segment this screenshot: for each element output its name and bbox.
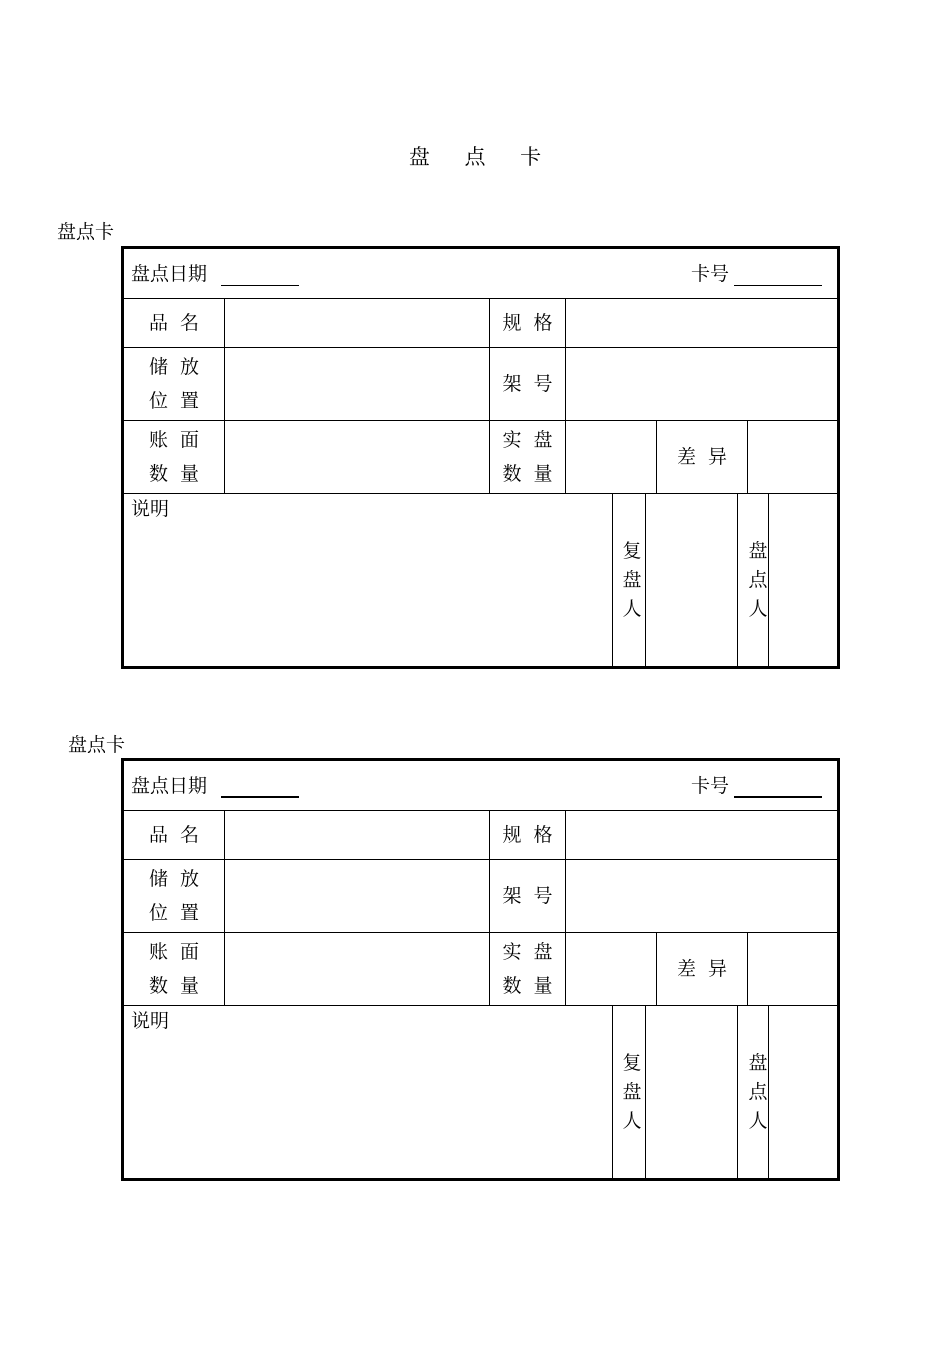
item-name-field[interactable]	[225, 811, 489, 859]
actual-quantity-label-line2: 数 量	[502, 463, 553, 485]
counter-char: 点	[748, 1081, 768, 1103]
actual-quantity-label-line1: 实 盘	[502, 429, 553, 451]
counter-field[interactable]	[769, 494, 837, 666]
actual-quantity-label-line1: 实 盘	[502, 941, 553, 963]
col-divider	[737, 1005, 738, 1178]
storage-label-line2: 位 置	[148, 390, 200, 412]
counter-char: 盘	[748, 1052, 768, 1074]
col-divider	[737, 493, 738, 666]
rechecker-label	[621, 537, 643, 624]
card-number-label: 卡号	[691, 263, 730, 285]
date-field[interactable]	[221, 796, 299, 798]
note-field[interactable]	[125, 1037, 611, 1177]
spec-field[interactable]	[566, 299, 837, 347]
counter-label	[747, 537, 769, 624]
counter-field[interactable]	[769, 1006, 837, 1178]
rechecker-label	[621, 1049, 643, 1136]
book-quantity-label-line2: 数 量	[148, 975, 200, 997]
item-name-field[interactable]	[225, 299, 489, 347]
rechecker-char: 复	[622, 1052, 642, 1074]
difference-field[interactable]	[748, 933, 837, 1005]
card-number-field[interactable]	[734, 796, 822, 798]
item-name-label: 品 名	[148, 312, 200, 334]
spec-field[interactable]	[566, 811, 837, 859]
counter-char: 人	[748, 1110, 768, 1132]
rechecker-char: 复	[622, 540, 642, 562]
storage-location-field[interactable]	[225, 860, 489, 932]
rechecker-char: 盘	[622, 1081, 642, 1103]
actual-quantity-field[interactable]	[566, 933, 656, 1005]
actual-quantity-field[interactable]	[566, 421, 656, 493]
difference-field[interactable]	[748, 421, 837, 493]
storage-label-line1: 储 放	[148, 356, 200, 378]
storage-label-line1: 储 放	[148, 868, 200, 890]
rechecker-field[interactable]	[646, 494, 737, 666]
card-number-label: 卡号	[691, 775, 730, 797]
rechecker-char: 人	[622, 598, 642, 620]
item-name-label: 品 名	[148, 824, 200, 846]
card-number-field[interactable]	[734, 285, 822, 286]
date-label: 盘点日期	[131, 775, 208, 797]
rechecker-char: 人	[622, 1110, 642, 1132]
spec-label: 规 格	[502, 312, 553, 334]
rechecker-field[interactable]	[646, 1006, 737, 1178]
counter-char: 人	[748, 598, 768, 620]
storage-label-line2: 位 置	[148, 902, 200, 924]
note-field[interactable]	[125, 525, 611, 665]
book-quantity-label-line1: 账 面	[148, 941, 200, 963]
counter-char: 盘	[748, 540, 768, 562]
shelf-number-field[interactable]	[566, 348, 837, 420]
counter-label	[747, 1049, 769, 1136]
card-caption: 盘点卡	[57, 221, 115, 243]
inventory-card	[121, 758, 840, 1181]
book-quantity-label-line2: 数 量	[148, 463, 200, 485]
page-title: 盘 点 卡	[408, 145, 556, 169]
counter-char: 点	[748, 569, 768, 591]
col-divider	[612, 1005, 613, 1178]
rechecker-char: 盘	[622, 569, 642, 591]
difference-label: 差 异	[676, 958, 728, 980]
book-quantity-field[interactable]	[225, 933, 489, 1005]
shelf-number-label: 架 号	[502, 373, 553, 395]
col-divider	[612, 493, 613, 666]
book-quantity-label-line1: 账 面	[148, 429, 200, 451]
note-label: 说明	[131, 498, 170, 520]
shelf-number-label: 架 号	[502, 885, 553, 907]
spec-label: 规 格	[502, 824, 553, 846]
actual-quantity-label-line2: 数 量	[502, 975, 553, 997]
note-label: 说明	[131, 1010, 170, 1032]
difference-label: 差 异	[676, 446, 728, 468]
book-quantity-field[interactable]	[225, 421, 489, 493]
card-caption: 盘点卡	[68, 734, 126, 756]
storage-location-field[interactable]	[225, 348, 489, 420]
date-label: 盘点日期	[131, 263, 208, 285]
inventory-card	[121, 246, 840, 669]
date-field[interactable]	[221, 285, 299, 286]
shelf-number-field[interactable]	[566, 860, 837, 932]
